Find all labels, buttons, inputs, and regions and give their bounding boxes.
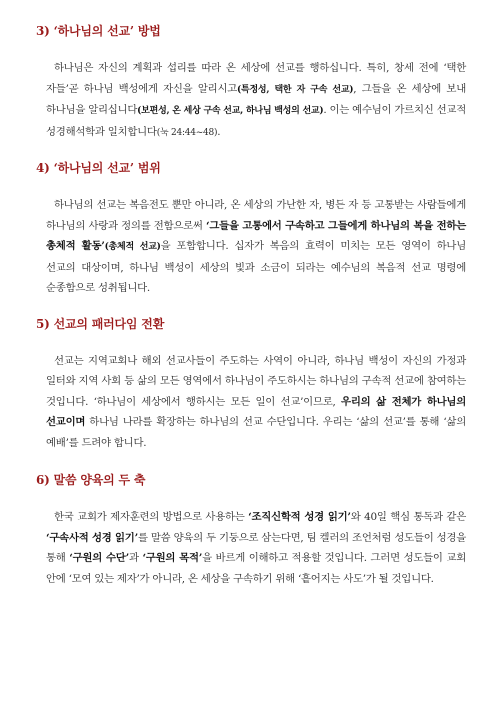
text-run: 한국 교회가 제자훈련의 방법으로 사용하는 [54,511,249,523]
section-two-axes [36,471,466,589]
text-run: 하나님은 자신의 계획과 섭리를 따라 온 세상에 선교를 행하십니다. 특히, 창세 전에 ‘택한 자들’곧 하나님 백성에게 자신을 알리시고 [46,62,466,95]
section-paragraph [46,351,466,454]
bold-run: (특정성, 택한 자 구속 선교) [237,84,354,95]
text-run: 와 40일 핵심 통독과 같은 [350,511,466,523]
text-run: 을 포함합니다. 십자가 복음의 효력이 미치는 모든 영역이 하나님 선교의 대상이며, 하나님 백성이 세상의 빛과 소금이 되라는 예수님의 복음적 선교 명령에 순종함으로 성취됩니다. [46,240,467,294]
section-heading: 6) 말씀 양육의 두 축 [36,473,146,487]
bold-run: (총체적 선교) [104,242,161,252]
section-scope [36,159,467,299]
bold-run: ‘그들을 고통에서 구속하고 그들에게 하나님의 복을 전하는 총체적 활동’ [46,219,466,252]
section-method [36,22,467,143]
section-paragraph [46,195,466,299]
bold-run: ‘구원의 수단’ [69,552,129,564]
bold-run: ‘조직신학적 성경 읽기’ [248,511,351,523]
section-heading: 4) ‘하나님의 선교’ 범위 [36,161,161,175]
text-run: . 이는 예수님이 가르치신 선교적 성경해석학과 일치합니다 [46,104,466,138]
bold-run: 우리의 삶 전체가 하나님의 선교이며 [46,395,466,428]
bold-run: (보편성, 온 세상 구속 선교, 하나님 백성의 선교) [137,106,324,116]
text-run: 선교는 지역교회나 해외 선교사들이 주도하는 사역이 아니라, 하나님 백성이 자신의 가정과 일터와 지역 사회 등 삶의 모든 영역에서 하나님이 주도하시는 하나님의 구속적 선교에 참여하는 것입니다. ‘하나님이 세상에서 행하시는 모든 일이 선교’이므로, [46,354,466,408]
text-run: 을 바르게 이해하고 적용할 것입니다. 그러면 성도들이 교회 안에 ‘모여 있는 제자’가 아니라, 온 세상을 구속하기 위해 ‘흩어지는 사도’가 될 것입니다. [46,552,466,585]
text-run: 하나님 나라를 확장하는 하나님의 선교 수단입니다. 우리는 ‘삶의 선교’를 통해 ‘삶의 예배’를 드려야 합니다. [46,416,466,449]
text-run: , 그들을 온 세상에 보내 하나님을 알리십니다 [46,82,467,116]
text-run: . [217,125,221,138]
section-paragraph [46,507,466,589]
bold-run: ‘구속사적 성경 읽기’ [46,531,138,544]
section-paragraph [46,58,466,143]
text-run: 과 [128,552,143,564]
section-paradigm-shift [36,315,466,454]
text-run: 하나님의 선교는 복음전도 뿐만 아니라, 온 세상의 가난한 자, 병든 자 등 고통받는 사람들에게 하나님의 사랑과 정의를 전함으로써 [46,199,466,232]
text-run: 를 말씀 양육의 두 기둥으로 삼는다면, 팀 켈러의 조언처럼 성도들이 성경을 통해 [46,531,466,564]
citation-run: (눅 24:44~48) [156,127,218,138]
section-heading: 5) 선교의 패러다임 전환 [36,316,165,331]
bold-run: ‘구원의 목적’ [142,552,203,564]
section-heading: 3) ‘하나님의 선교’ 방법 [36,24,161,38]
